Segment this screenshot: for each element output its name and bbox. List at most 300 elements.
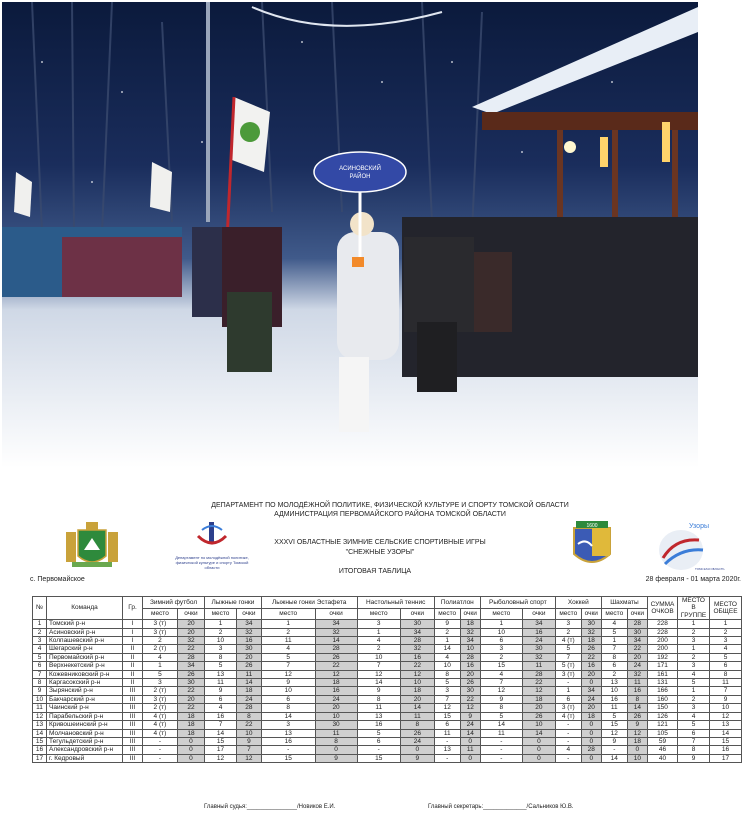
team-group: III: [123, 704, 143, 712]
sport-place: 13: [601, 679, 627, 687]
parade-scene: [2, 2, 698, 468]
col-sum: СУММА ОЧКОВ: [648, 597, 678, 620]
overall-place: 8: [710, 670, 742, 678]
sport-place: 10: [205, 637, 237, 645]
sport-points: 10: [400, 679, 434, 687]
sport-place: -: [357, 746, 400, 754]
sport-place: 1: [434, 637, 460, 645]
group-place: 9: [678, 754, 710, 762]
sport-place: 3: [205, 645, 237, 653]
tomsk-coat-of-arms: [62, 520, 122, 570]
sport-points: 0: [400, 746, 434, 754]
sport-points: 18: [177, 721, 204, 729]
parade-photo: [2, 2, 698, 468]
sport-points: 14: [627, 704, 647, 712]
team-group: I: [123, 637, 143, 645]
group-place: 8: [678, 746, 710, 754]
sport-points: 0: [177, 746, 204, 754]
sport-place: 1: [205, 620, 237, 628]
sport-points: 26: [522, 712, 555, 720]
points-sum: 105: [648, 729, 678, 737]
group-place: 2: [678, 653, 710, 661]
team-group: III: [123, 721, 143, 729]
chief-judge-signature: Главный судья:_______________/Новиков Е.И.: [204, 804, 336, 810]
sport-place: 3: [143, 679, 178, 687]
sport-points: 34: [236, 620, 261, 628]
sport-points: 20: [177, 695, 204, 703]
sport-points: 30: [236, 645, 261, 653]
points-sum: 171: [648, 662, 678, 670]
sport-points: 34: [177, 662, 204, 670]
sport-points: 9: [236, 737, 261, 745]
team-group: II: [123, 645, 143, 653]
sport-points: 16: [236, 637, 261, 645]
row-number: 5: [33, 653, 47, 661]
points-sum: 192: [648, 653, 678, 661]
sport-place: 11: [480, 729, 522, 737]
sport-points: 16: [460, 662, 480, 670]
row-number: 8: [33, 679, 47, 687]
overall-place: 14: [710, 729, 742, 737]
sport-place: 6: [205, 695, 237, 703]
sport-place: 10: [261, 687, 315, 695]
sport-points: 32: [460, 628, 480, 636]
sport-points: 0: [315, 746, 357, 754]
points-sum: 59: [648, 737, 678, 745]
sport-place: 11: [357, 704, 400, 712]
sport-points: 0: [177, 754, 204, 762]
col-group-place: МЕСТО В ГРУППЕ: [678, 597, 710, 620]
department-title: ДЕПАРТАМЕНТ ПО МОЛОДЁЖНОЙ ПОЛИТИКЕ, ФИЗИЧЕСКОЙ КУЛЬТУРЕ И СПОРТУ ТОМСКОЙ ОБЛАСТИ: [211, 502, 569, 509]
sport-place: 1: [601, 637, 627, 645]
sport-points: 14: [315, 637, 357, 645]
sport-points: 9: [627, 721, 647, 729]
sport-place: -: [143, 746, 178, 754]
sport-place: 7: [205, 721, 237, 729]
sport-place: 3: [555, 620, 581, 628]
sport-points: 28: [627, 620, 647, 628]
sport-place: 4: [205, 704, 237, 712]
sport-place: 2: [480, 653, 522, 661]
sport-points: 22: [315, 662, 357, 670]
chief-secretary-signature: Главный секретарь:_____________/Сальников Ю.В.: [428, 804, 574, 810]
sport-points: 18: [460, 620, 480, 628]
sport-place: -: [143, 754, 178, 762]
sport-place: 15: [480, 662, 522, 670]
snow-logo-text: Узоры: [689, 523, 710, 530]
sport-place: 4: [434, 653, 460, 661]
col-team: Команда: [47, 597, 123, 620]
sport-place: 5: [480, 712, 522, 720]
sport-points: 32: [522, 653, 555, 661]
sport-place: 2 (т): [143, 704, 178, 712]
row-number: 9: [33, 687, 47, 695]
sport-place: 14: [261, 712, 315, 720]
sport-place: -: [555, 721, 581, 729]
sport-points: 0: [627, 746, 647, 754]
sport-place: 4: [555, 746, 581, 754]
sport-place: -: [555, 679, 581, 687]
sport-points: 14: [400, 704, 434, 712]
sport-place: 13: [434, 746, 460, 754]
group-place: 7: [678, 737, 710, 745]
group-place: 2: [678, 695, 710, 703]
sport-place: -: [555, 737, 581, 745]
subcol-place: место: [480, 608, 522, 620]
sport-points: 28: [400, 637, 434, 645]
sport-points: 20: [460, 670, 480, 678]
sport-place: 5: [357, 729, 400, 737]
sport-points: 12: [315, 670, 357, 678]
sport-place: 5: [261, 653, 315, 661]
sport-place: -: [555, 729, 581, 737]
sport-place: 2: [357, 645, 400, 653]
department-logo-caption: Департамент по молодёжной политике, физической культуре и спорту Томской области: [175, 555, 249, 570]
sport-place: -: [601, 746, 627, 754]
sport-place: 16: [205, 712, 237, 720]
sport-place: 3 (т): [143, 620, 178, 628]
sport-place: -: [261, 746, 315, 754]
sport-points: 10: [315, 712, 357, 720]
sport-points: 32: [236, 628, 261, 636]
sport-place: 9: [601, 737, 627, 745]
administration-title: АДМИНИСТРАЦИЯ ПЕРВОМАЙСКОГО РАЙОНА ТОМСКОЙ ОБЛАСТИ: [274, 511, 506, 518]
points-sum: 228: [648, 620, 678, 628]
col-sport: Шахматы: [601, 597, 647, 609]
sport-points: 26: [581, 645, 601, 653]
sport-place: -: [143, 737, 178, 745]
event-place: с. Первомайское: [30, 576, 85, 583]
sport-place: 11: [434, 729, 460, 737]
group-place: 1: [678, 620, 710, 628]
header-row: [33, 597, 742, 609]
group-place: 1: [678, 645, 710, 653]
sport-place: 3 (т): [555, 704, 581, 712]
sport-place: -: [555, 754, 581, 762]
sport-place: 8: [205, 653, 237, 661]
points-sum: 166: [648, 687, 678, 695]
points-sum: 161: [648, 670, 678, 678]
sport-points: 10: [522, 721, 555, 729]
col-num: №: [33, 597, 47, 620]
points-sum: 40: [648, 754, 678, 762]
sport-points: 16: [522, 628, 555, 636]
sport-place: 5 (т): [555, 662, 581, 670]
sport-points: 18: [315, 679, 357, 687]
sport-points: 0: [522, 737, 555, 745]
sport-place: 12: [601, 729, 627, 737]
sport-place: 3 (т): [555, 670, 581, 678]
team-group: III: [123, 737, 143, 745]
table-row: [33, 670, 742, 678]
results-body: [33, 620, 742, 763]
sport-points: 12: [522, 687, 555, 695]
sport-place: 5: [601, 712, 627, 720]
sport-points: 18: [177, 712, 204, 720]
sport-place: 4: [601, 620, 627, 628]
table-row: [33, 712, 742, 720]
sport-place: 8: [357, 695, 400, 703]
row-number: 13: [33, 721, 47, 729]
sport-place: -: [480, 746, 522, 754]
sport-place: 8: [434, 670, 460, 678]
group-place: 5: [678, 679, 710, 687]
sport-points: 14: [236, 679, 261, 687]
table-row: [33, 746, 742, 754]
col-sport: Полиатлон: [434, 597, 480, 609]
sport-place: 3: [357, 620, 400, 628]
sport-points: 11: [522, 662, 555, 670]
table-row: [33, 662, 742, 670]
team-name: Шегарский р-н: [47, 645, 123, 653]
team-name: Томский р-н: [47, 620, 123, 628]
sport-place: 10: [434, 662, 460, 670]
final-table-title: ИТОГОВАЯ ТАБЛИЦА: [338, 568, 412, 575]
team-name: Чаинский р-н: [47, 704, 123, 712]
sport-place: 13: [205, 670, 237, 678]
sport-place: 12: [261, 670, 315, 678]
sport-points: 26: [400, 729, 434, 737]
sport-place: -: [480, 754, 522, 762]
row-number: 10: [33, 695, 47, 703]
sport-points: 30: [460, 687, 480, 695]
sport-points: 30: [627, 628, 647, 636]
sport-place: -: [434, 754, 460, 762]
sport-points: 11: [460, 746, 480, 754]
sport-place: 15: [434, 712, 460, 720]
sport-points: 16: [400, 653, 434, 661]
sport-points: 22: [400, 662, 434, 670]
sport-place: 2: [555, 628, 581, 636]
sport-points: 18: [236, 687, 261, 695]
sport-points: 20: [581, 704, 601, 712]
sport-place: 15: [601, 721, 627, 729]
col-sport: Рыболовный спорт: [480, 597, 555, 609]
sport-place: 7: [601, 645, 627, 653]
sport-place: 9: [434, 620, 460, 628]
team-group: I: [123, 628, 143, 636]
sport-place: 12: [205, 754, 237, 762]
seal-year: 1600: [586, 523, 598, 529]
table-row: [33, 737, 742, 745]
subcol-points: очки: [177, 608, 204, 620]
sport-place: 2: [434, 628, 460, 636]
points-sum: 131: [648, 679, 678, 687]
sport-points: 26: [236, 662, 261, 670]
sport-points: 32: [400, 645, 434, 653]
team-name: Парабельский р-н: [47, 712, 123, 720]
sport-place: 4 (т): [555, 637, 581, 645]
sport-points: 8: [315, 737, 357, 745]
sport-place: 14: [357, 679, 400, 687]
table-row: [33, 653, 742, 661]
subcol-points: очки: [400, 608, 434, 620]
games-title: XXXVI ОБЛАСТНЫЕ ЗИМНИЕ СЕЛЬСКИЕ СПОРТИВНЫЕ ИГРЫ: [274, 539, 486, 546]
department-logo: [172, 520, 252, 572]
sport-place: 5: [601, 628, 627, 636]
sport-points: 30: [400, 620, 434, 628]
overall-place: 4: [710, 645, 742, 653]
col-sport: Зимний футбол: [143, 597, 205, 609]
sport-place: 14: [205, 729, 237, 737]
overall-place: 3: [710, 637, 742, 645]
sport-points: 0: [581, 729, 601, 737]
points-sum: 228: [648, 628, 678, 636]
sport-place: 4 (т): [555, 712, 581, 720]
sport-place: 8: [601, 653, 627, 661]
sport-points: 18: [400, 687, 434, 695]
row-number: 3: [33, 637, 47, 645]
team-name: Кривошеинский р-н: [47, 721, 123, 729]
sport-points: 26: [177, 670, 204, 678]
table-row: [33, 695, 742, 703]
sport-place: 11: [205, 679, 237, 687]
group-place: 4: [678, 670, 710, 678]
snow-logo-sub: ТОМСКАЯ ОБЛАСТЬ: [695, 567, 725, 571]
team-group: II: [123, 653, 143, 661]
team-group: I: [123, 620, 143, 628]
sport-place: 2: [261, 628, 315, 636]
team-name: Зырянский р-н: [47, 687, 123, 695]
sport-place: 1: [555, 687, 581, 695]
sport-place: 7: [357, 662, 400, 670]
sport-place: 6: [261, 695, 315, 703]
row-number: 7: [33, 670, 47, 678]
overall-place: 2: [710, 628, 742, 636]
results-document: [0, 470, 747, 830]
sport-points: 0: [177, 737, 204, 745]
points-sum: 46: [648, 746, 678, 754]
sport-place: 16: [357, 721, 400, 729]
sport-place: 1: [261, 620, 315, 628]
subcol-place: место: [601, 608, 627, 620]
sport-points: 0: [581, 754, 601, 762]
sport-points: 18: [522, 695, 555, 703]
team-group: II: [123, 679, 143, 687]
sport-points: 14: [460, 729, 480, 737]
sport-place: 13: [261, 729, 315, 737]
row-number: 2: [33, 628, 47, 636]
sport-points: 24: [460, 721, 480, 729]
snow-patterns-logo: [655, 518, 725, 573]
row-number: 11: [33, 704, 47, 712]
sport-place: 7: [261, 662, 315, 670]
sport-points: 18: [627, 737, 647, 745]
sport-points: 20: [315, 704, 357, 712]
subcol-points: очки: [522, 608, 555, 620]
team-name: Асиновский р-н: [47, 628, 123, 636]
sport-place: 6: [601, 662, 627, 670]
group-place: 1: [678, 687, 710, 695]
sport-place: 10: [480, 628, 522, 636]
sport-place: 5: [143, 670, 178, 678]
sport-place: 12: [357, 670, 400, 678]
table-row: [33, 679, 742, 687]
sport-points: 16: [627, 687, 647, 695]
points-sum: 160: [648, 695, 678, 703]
sport-points: 20: [177, 628, 204, 636]
team-name: г. Кедровый: [47, 754, 123, 762]
sport-place: 12: [434, 704, 460, 712]
sport-points: 28: [460, 653, 480, 661]
sport-place: 9: [205, 687, 237, 695]
table-row: [33, 645, 742, 653]
sport-place: 7: [555, 653, 581, 661]
sport-points: 8: [236, 712, 261, 720]
group-place: 4: [678, 712, 710, 720]
sport-place: -: [480, 737, 522, 745]
sport-place: 9: [357, 687, 400, 695]
sport-points: 32: [627, 670, 647, 678]
col-group: Гр.: [123, 597, 143, 620]
team-group: III: [123, 746, 143, 754]
subcol-points: очки: [315, 608, 357, 620]
sport-points: 0: [460, 737, 480, 745]
team-name: Молчановский р-н: [47, 729, 123, 737]
group-place: 5: [678, 721, 710, 729]
sport-points: 11: [315, 729, 357, 737]
sport-points: 22: [236, 721, 261, 729]
sport-place: 5: [555, 645, 581, 653]
sport-points: 24: [400, 737, 434, 745]
overall-place: 11: [710, 679, 742, 687]
subcol-place: место: [261, 608, 315, 620]
table-row: [33, 729, 742, 737]
group-place: 3: [678, 704, 710, 712]
sport-place: 6: [434, 721, 460, 729]
table-row: [33, 620, 742, 628]
sport-points: 12: [236, 754, 261, 762]
event-dates: 28 февраля - 01 марта 2020г.: [645, 576, 741, 583]
sport-points: 0: [460, 754, 480, 762]
table-row: [33, 637, 742, 645]
sport-place: 4: [357, 637, 400, 645]
sport-place: 5: [434, 679, 460, 687]
sport-place: 10: [357, 653, 400, 661]
sport-points: 34: [627, 637, 647, 645]
sport-place: 11: [601, 704, 627, 712]
sport-points: 12: [627, 729, 647, 737]
sport-points: 22: [177, 704, 204, 712]
sport-place: 14: [434, 645, 460, 653]
overall-place: 10: [710, 704, 742, 712]
group-place: 2: [678, 628, 710, 636]
sport-place: -: [434, 737, 460, 745]
district-coat-of-arms: [562, 520, 622, 572]
sport-points: 30: [315, 721, 357, 729]
games-name: "СНЕЖНЫЕ УЗОРЫ": [345, 549, 415, 556]
sport-place: 1: [357, 628, 400, 636]
sport-points: 18: [177, 729, 204, 737]
team-group: III: [123, 712, 143, 720]
sport-place: 4 (т): [143, 729, 178, 737]
team-name: Тегульдетский р-н: [47, 737, 123, 745]
sport-place: 9: [261, 679, 315, 687]
overall-place: 6: [710, 662, 742, 670]
sport-place: 12: [480, 687, 522, 695]
sport-points: 22: [627, 645, 647, 653]
col-sport: Лыжные гонки: [205, 597, 262, 609]
sport-place: 7: [434, 695, 460, 703]
overall-place: 9: [710, 695, 742, 703]
sport-points: 28: [522, 670, 555, 678]
sport-place: 3: [480, 645, 522, 653]
team-group: II: [123, 662, 143, 670]
sport-points: 20: [581, 670, 601, 678]
sport-points: 22: [177, 645, 204, 653]
points-sum: 126: [648, 712, 678, 720]
row-number: 6: [33, 662, 47, 670]
